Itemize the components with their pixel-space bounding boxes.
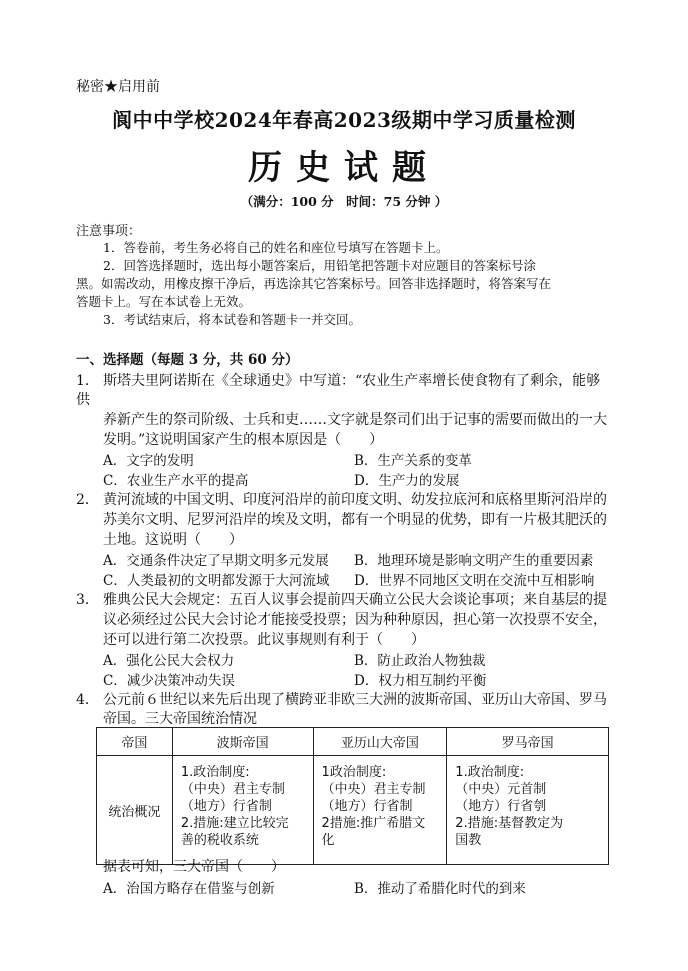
- cell-line: 善的税收系统: [180, 833, 259, 848]
- table-cell-rome: [447, 756, 609, 865]
- table-cell-persia: [172, 756, 313, 865]
- option-d[interactable]: D．生产力的发展: [354, 473, 460, 489]
- notice-line: 答题卡上。写在本试卷上无效。: [76, 294, 252, 309]
- option-b[interactable]: B．防止政治人物独裁: [354, 653, 486, 669]
- cell-line: （中央）元首制: [455, 782, 547, 797]
- table-header-cell: 罗马帝国: [447, 728, 609, 756]
- cell-line: （地方）行省制: [321, 799, 413, 814]
- option-a[interactable]: A．交通条件决定了早期文明多元发展: [103, 553, 329, 569]
- cell-line: （地方）行省刳: [455, 799, 547, 814]
- question-text: 苏美尔文明、尼罗河沿岸的埃及文明，都有一个明显的优势，即有一片极其肥沃的: [103, 512, 607, 528]
- empires-table: [96, 727, 609, 865]
- section-title: 一、选择题（每题 3 分，共 60 分）: [76, 352, 299, 368]
- notice-line: 2．回答选择题时，选出每小题答案后，用铅笔把答题卡对应题目的答案标号涂: [103, 258, 536, 273]
- table-row: [97, 756, 609, 865]
- cell-line: 1.政治制度:: [180, 765, 250, 780]
- option-c[interactable]: C．人类最初的文明都发源于大河流域: [103, 573, 330, 589]
- notice-line: 1．答卷前，考生务必将自己的姓名和座位号填写在答题卡上。: [103, 240, 449, 255]
- notice-line: 黑。如需改动，用橡皮擦干净后，再选涂其它答案标号。回答非选择题时，将答案写在: [76, 276, 552, 291]
- cell-line: 化: [321, 833, 335, 848]
- cell-line: 2.措施:建立比较完: [180, 816, 289, 831]
- question-text: 议必须经过公民大会讨论才能接受投票；因为种种原因，担心第一次投票不安全，: [103, 612, 607, 628]
- table-cell-alexander: [313, 756, 447, 865]
- option-a[interactable]: A．强化公民大会权力: [103, 653, 235, 669]
- table-header-cell: 波斯帝国: [172, 728, 313, 756]
- question-text: 帝国。三大帝国统治情况: [103, 711, 257, 727]
- table-header-cell: 亚历山大帝国: [313, 728, 447, 756]
- option-b[interactable]: B．推动了希腊化时代的到来: [354, 881, 526, 897]
- option-a[interactable]: A．文字的发明: [103, 453, 194, 469]
- notice-heading: 注意事项：: [76, 224, 142, 239]
- exam-title: 阆中中学校2024年春高2023级期中学习质量检测: [112, 108, 576, 132]
- question-text: 雅典公民大会规定：五百人议事会提前四天确立公民大会谈论事项；来自基层的提: [103, 592, 607, 608]
- cell-line: 1.政治制度:: [455, 765, 525, 780]
- cell-line: 2措施:推广希腊文: [321, 816, 426, 831]
- table-header-cell: 帝国: [97, 728, 173, 756]
- question-text: 公元前６世纪以来先后出现了横跨亚非欧三大洲的波斯帝国、亚历山大帝国、罗马: [103, 692, 607, 708]
- question-text: 供: [76, 392, 90, 408]
- question-number: 3．: [76, 592, 99, 608]
- notice-line: 3．考试结束后，将本试卷和答题卡一并交回。: [103, 312, 361, 327]
- question-number: 2．: [76, 492, 99, 508]
- table-header-row: [97, 728, 609, 756]
- option-d[interactable]: D．世界不同地区文明在交流中互相影响: [354, 573, 595, 589]
- question-text: 养新产生的祭司阶级、士兵和吏……文字就是祭司们出于记事的需要而做出的一大: [103, 412, 607, 428]
- cell-line: 2.措施:基督教定为: [455, 816, 564, 831]
- option-a[interactable]: A．治国方略存在借鉴与创新: [103, 881, 275, 897]
- subject-title: 历史试题: [248, 148, 440, 188]
- option-c[interactable]: C．减少决策冲动失误: [103, 673, 235, 689]
- question-text: 土地。这说明（ ）: [103, 532, 243, 548]
- option-b[interactable]: B．地理环境是影响文明产生的重要因素: [354, 553, 594, 569]
- confidential-label: 秘密★启用前: [76, 79, 160, 95]
- option-b[interactable]: B．生产关系的变革: [354, 453, 472, 469]
- question-number: 4．: [76, 692, 99, 708]
- question-text: 斯塔夫里阿诺斯在《全球通史》中写道：“农业生产率增长使食物有了剩余，能够: [103, 373, 601, 389]
- question-text: 据表可知，三大帝国（ ）: [103, 859, 285, 875]
- option-d[interactable]: D．权力相互制约平衡: [354, 673, 487, 689]
- cell-line: （地方）行省制: [180, 799, 272, 814]
- question-text: 发明。”这说明国家产生的根本原因是（ ）: [103, 432, 384, 448]
- question-text: 黄河流域的中国文明、印度河沿岸的前印度文明、幼发拉底河和底格里斯河沿岸的: [103, 492, 607, 508]
- option-c[interactable]: C．农业生产水平的提高: [103, 473, 249, 489]
- score-time-info: （满分：100 分 时间：75 分钟 ）: [240, 194, 448, 209]
- table-row-label: 统治概况: [97, 756, 173, 865]
- cell-line: 1政治制度:: [321, 765, 387, 780]
- cell-line: （中央）君主专制: [321, 782, 426, 797]
- cell-line: 国教: [455, 833, 482, 848]
- question-text: 还可以进行第二次投票。此议事规则有利于（ ）: [103, 632, 425, 648]
- question-number: 1．: [76, 373, 99, 389]
- cell-line: （中央）君主专制: [180, 782, 285, 797]
